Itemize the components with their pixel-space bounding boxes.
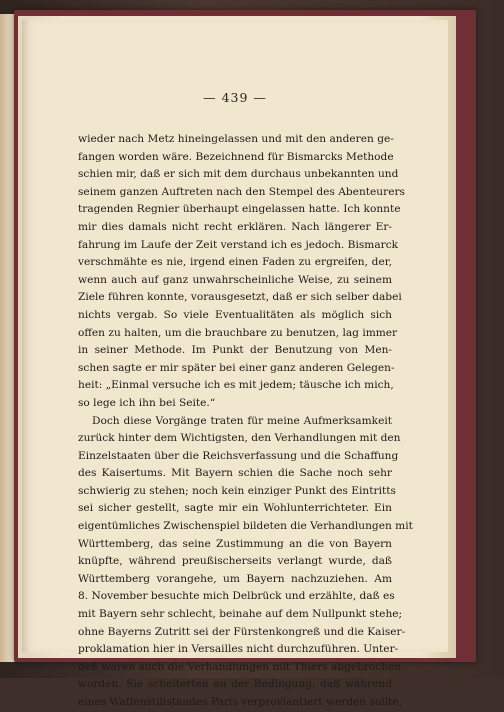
text-line: Württemberg vorangehe, um Bayern nachzuziehen. Am [78, 572, 392, 585]
text-line: 8. November besuchte mich Delbrück und erzählte, daß es [78, 590, 395, 603]
text-line: schwierig zu stehen; noch kein einziger Punkt des Eintritts [78, 484, 396, 497]
text-line: seinem ganzen Auftreten nach den Stempel des Abenteurers [78, 185, 405, 198]
text-line: fahrung im Laufe der Zeit verstand ich es jedoch. Bismarck [78, 238, 399, 251]
text-line: schen sagte er mir später bei einer ganz anderen Gelegen- [78, 361, 395, 374]
text-line: worden. Sie scheiterten an der Bedingung, daß während [78, 678, 392, 691]
text-line: eigentümliches Zwischenspiel bildeten die Verhandlungen mit [78, 520, 413, 533]
text-line: in seiner Methode. Im Punkt der Benutzung von Men- [78, 344, 392, 357]
text-line: ohne Bayerns Zutritt sei der Fürstenkongreß und die Kaiser- [78, 625, 406, 638]
text-line: knüpfte, während preußischerseits verlangt wurde, daß [78, 555, 392, 568]
text-line: mit Bayern sehr schlecht, beinahe auf dem Nullpunkt stehe; [78, 608, 403, 621]
text-line: proklamation hier in Versailles nicht durchzuführen. Unter- [78, 643, 399, 656]
text-line: eines Waffenstillstandes Paris verproviantiert werden sollte, [78, 696, 403, 708]
text-line: sei sicher gestellt, sagte mir ein Wohlunterrichteter. Ein [78, 502, 392, 515]
text-line: des Kaisertums. Mit Bayern schien die Sache noch sehr [78, 467, 392, 480]
text-line: heit: „Einmal versuche ich es mit jedem; täusche ich mich, [78, 379, 394, 392]
text-line: so lege ich ihn bei Seite.“ [78, 396, 216, 409]
text-line: nichts vergab. So viele Eventualitäten als möglich sich [78, 308, 392, 321]
text-line: fangen worden wäre. Bezeichnend für Bismarcks Methode [78, 150, 394, 163]
text-line: tragenden Regnier überhaupt eingelassen hatte. Ich konnte [78, 203, 401, 216]
text-line: schien mir, daß er sich mit dem durchaus unbekannten und [78, 168, 399, 181]
text-line: wenn auch auf ganz unwahrscheinliche Weise, zu seinem [78, 273, 392, 286]
text-line: Ziele führen konnte, vorausgesetzt, daß er sich selber dabei [78, 291, 402, 304]
text-line: Einzelstaaten über die Reichsverfassung und die Schaffung [78, 449, 399, 462]
text-line: wieder nach Metz hineingelassen und mit den anderen ge- [78, 133, 394, 145]
text-line: offen zu halten, um die brauchbare zu benutzen, lag immer [78, 326, 398, 339]
text-line: Doch diese Vorgänge traten für meine Aufmerksamkeit [92, 414, 392, 427]
book-page [22, 20, 448, 708]
page-number: — 439 — [203, 90, 267, 105]
text-line: Württemberg, das seine Zustimmung an die von Bayern [78, 537, 392, 550]
text-line: verschmähte es nie, irgend einen Faden zu ergreifen, der, [78, 256, 392, 269]
text-line: deß waren auch die Verhandlungen mit Thiers abgebrochen [78, 660, 402, 673]
body-text [78, 131, 413, 712]
text-line: zurück hinter dem Wichtigsten, den Verhandlungen mit den [78, 432, 401, 445]
text-line: mir dies damals nicht recht erklären. Nach längerer Er- [78, 220, 392, 233]
